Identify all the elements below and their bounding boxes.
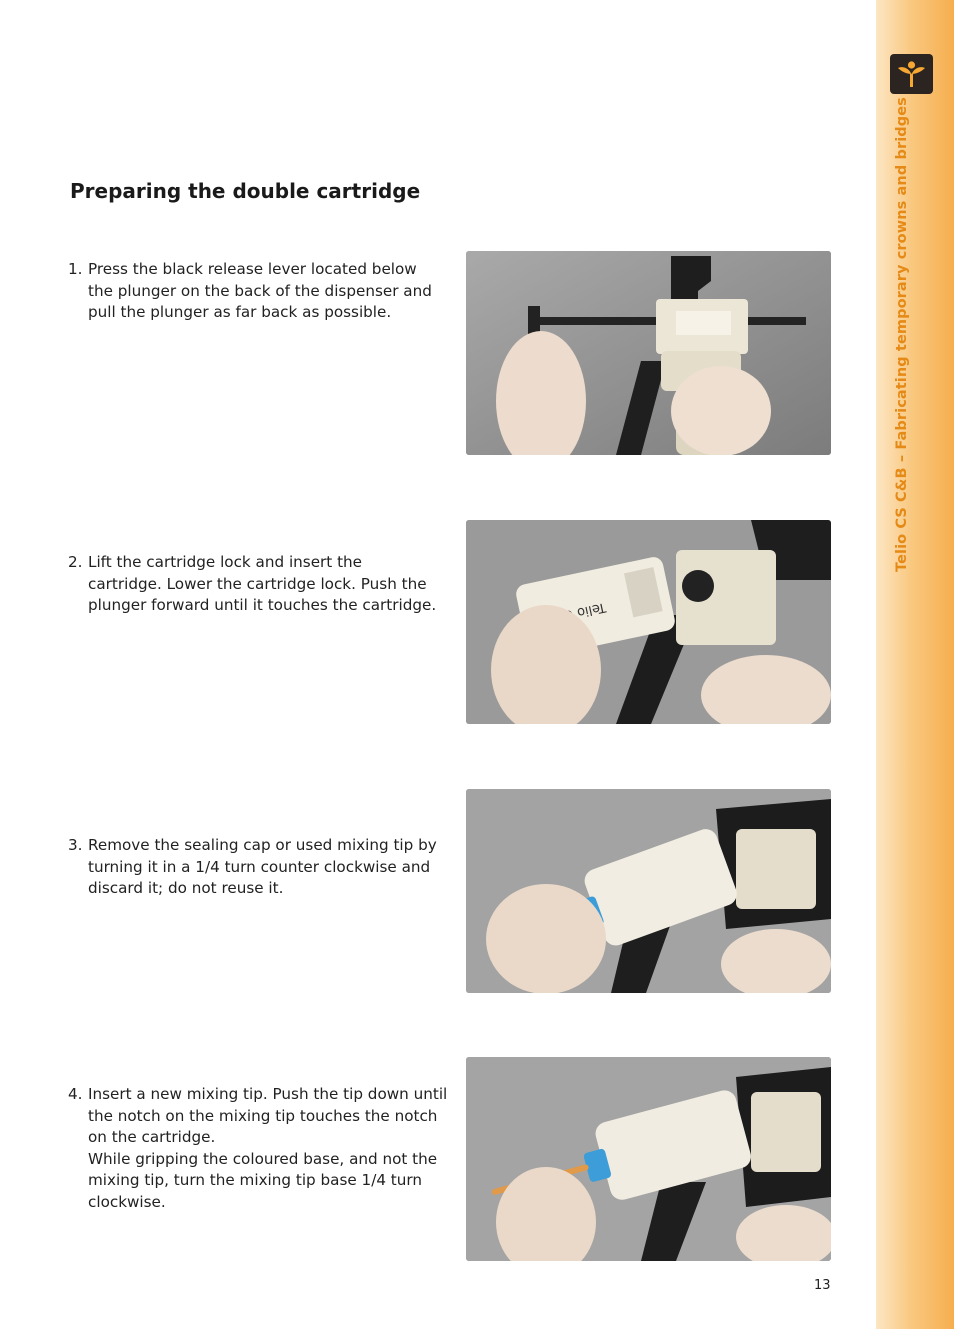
step-1-text: Press the black release lever located below the plunger on the back of the dispenser and pull the plunger as far back as possible. [88,260,432,322]
side-subtitle: Fabricating temporary crowns and bridges [894,97,910,450]
step-3-text: Remove the sealing cap or used mixing tip by turning it in a 1/4 turn counter clockwise and discard it; do not reuse it. [88,836,437,898]
step-4-text-continued: While gripping the coloured base, and not the mixing tip, turn the mixing tip base 1/4 turn clockwise. [88,1149,438,1211]
brand-logo-icon [890,54,933,94]
photo-2-label: Telio [575,599,608,620]
step-2-number: 2. [68,553,83,571]
photo-step-1 [466,251,831,455]
step-4 [68,1084,448,1214]
step-4-text: Insert a new mixing tip. Push the tip down until the notch on the mixing tip touches the notch on the cartridge. [88,1085,448,1147]
step-1-number: 1. [68,260,83,278]
step-3 [68,835,440,900]
page-number: 13 [814,1278,831,1293]
side-band [876,0,954,1329]
page-title: Preparing the double cartridge [70,179,421,203]
step-3-number: 3. [68,836,83,854]
photo-step-4 [466,1057,831,1261]
side-brand: Telio CS C&B [894,467,910,572]
photo-step-3 [466,789,831,993]
step-1 [68,259,440,324]
step-2 [68,552,440,617]
step-4-number: 4. [68,1085,83,1103]
side-running-title [894,97,910,572]
step-2-text: Lift the cartridge lock and insert the cartridge. Lower the cartridge lock. Push the plunger forward until it touches the cartridge. [88,553,437,615]
side-separator: – [894,449,910,468]
photo-step-2 [466,520,831,724]
